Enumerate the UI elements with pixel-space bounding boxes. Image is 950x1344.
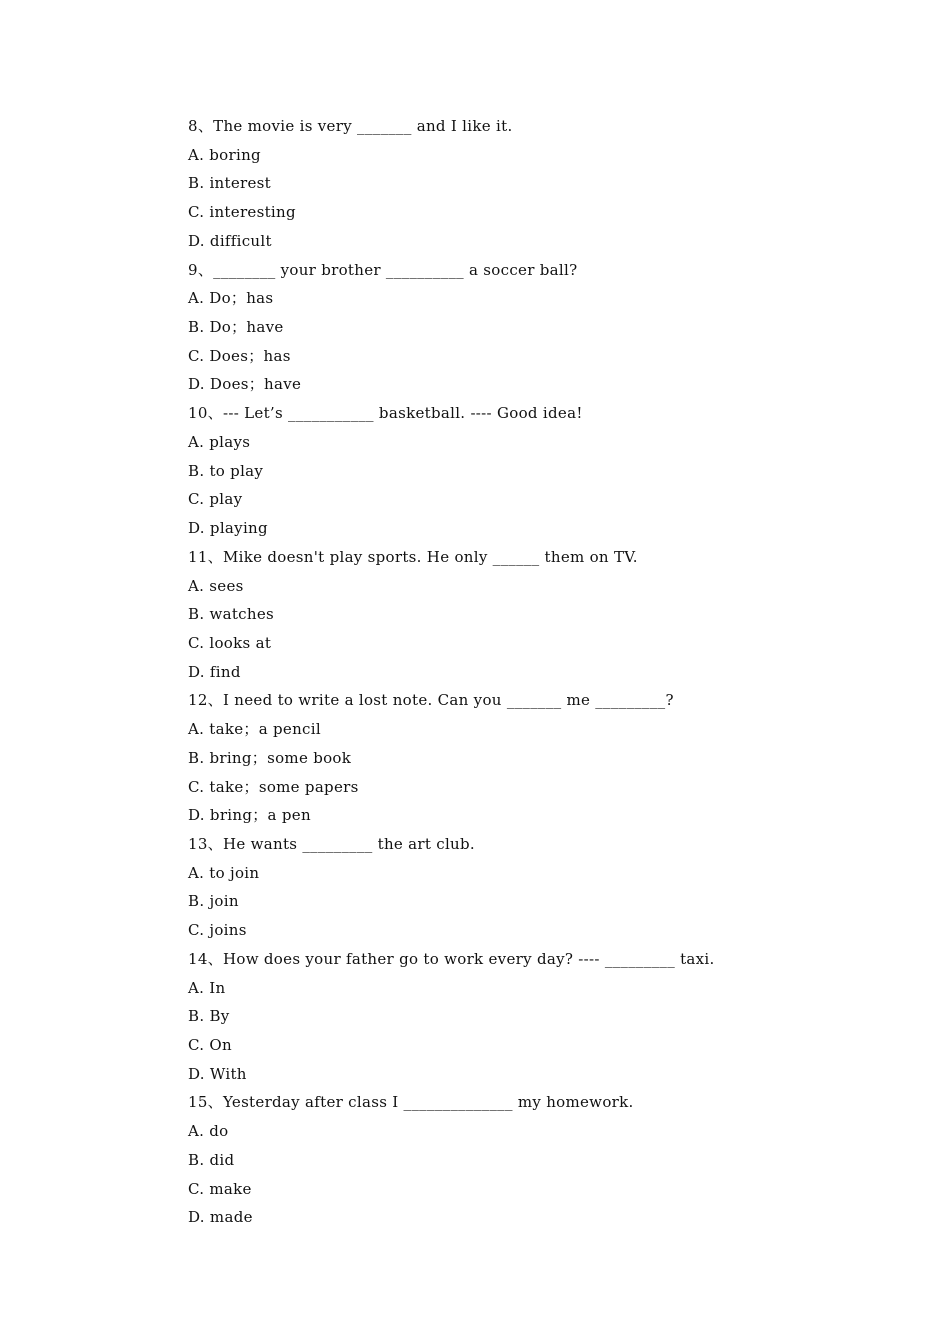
question-13-option-b: B. join [188, 892, 239, 911]
question-8-option-d: D. difficult [188, 231, 272, 250]
question-8-option-a: A. boring [188, 145, 261, 164]
question-14-option-b: B. By [188, 1007, 230, 1026]
question-8-option-c: C. interesting [188, 203, 296, 222]
question-12-stem: 12、I need to write a lost note. Can you _______ me _________? [188, 691, 674, 710]
question-13-option-c: C. joins [188, 921, 247, 940]
question-13-option-a: A. to join [188, 863, 260, 882]
question-12-option-a: A. take；a pencil [188, 720, 321, 739]
question-8-stem: 8、The movie is very _______ and I like it. [188, 117, 513, 135]
question-12-option-b: B. bring；some book [188, 748, 352, 767]
question-11-stem: 11、Mike doesn't play sports. He only ______ them on TV. [188, 547, 638, 566]
question-9-option-d: D. Does；have [188, 375, 302, 394]
question-10-option-c: C. play [188, 490, 243, 509]
question-11-option-d: D. find [188, 662, 241, 681]
question-14-option-a: A. In [188, 978, 226, 997]
question-12-option-d: D. bring；a pen [188, 806, 311, 825]
question-15-stem: 15、Yesterday after class I ______________ my homework. [188, 1093, 634, 1112]
document-page [188, 112, 888, 1232]
question-9-stem: 9、________ your brother __________ a soccer ball? [188, 260, 578, 279]
question-14-option-c: C. On [188, 1036, 232, 1054]
question-10-stem: 10、--- Let’s ___________ basketball. ---- Good idea! [188, 404, 583, 423]
question-9-option-a: A. Do；has [188, 289, 274, 308]
question-9-option-b: B. Do；have [188, 318, 284, 337]
question-15-option-d: D. made [188, 1208, 253, 1227]
question-13-stem: 13、He wants _________ the art club. [188, 834, 475, 853]
question-15-option-b: B. did [188, 1150, 235, 1169]
question-11-option-b: B. watches [188, 605, 275, 624]
question-10-option-d: D. playing [188, 519, 268, 538]
question-10-option-b: B. to play [188, 461, 264, 480]
question-12-option-c: C. take；some papers [188, 777, 359, 796]
question-14-stem: 14、How does your father go to work every day? ---- _________ taxi. [188, 949, 715, 968]
question-11-option-c: C. looks at [188, 633, 272, 652]
question-15-option-a: A. do [188, 1122, 229, 1141]
question-10-option-a: A. plays [188, 432, 251, 451]
question-14-option-d: D. With [188, 1064, 247, 1083]
question-11-option-a: A. sees [188, 576, 244, 595]
question-8-option-b: B. interest [188, 174, 271, 193]
question-15-option-c: C. make [188, 1179, 252, 1198]
question-9-option-c: C. Does；has [188, 346, 291, 365]
